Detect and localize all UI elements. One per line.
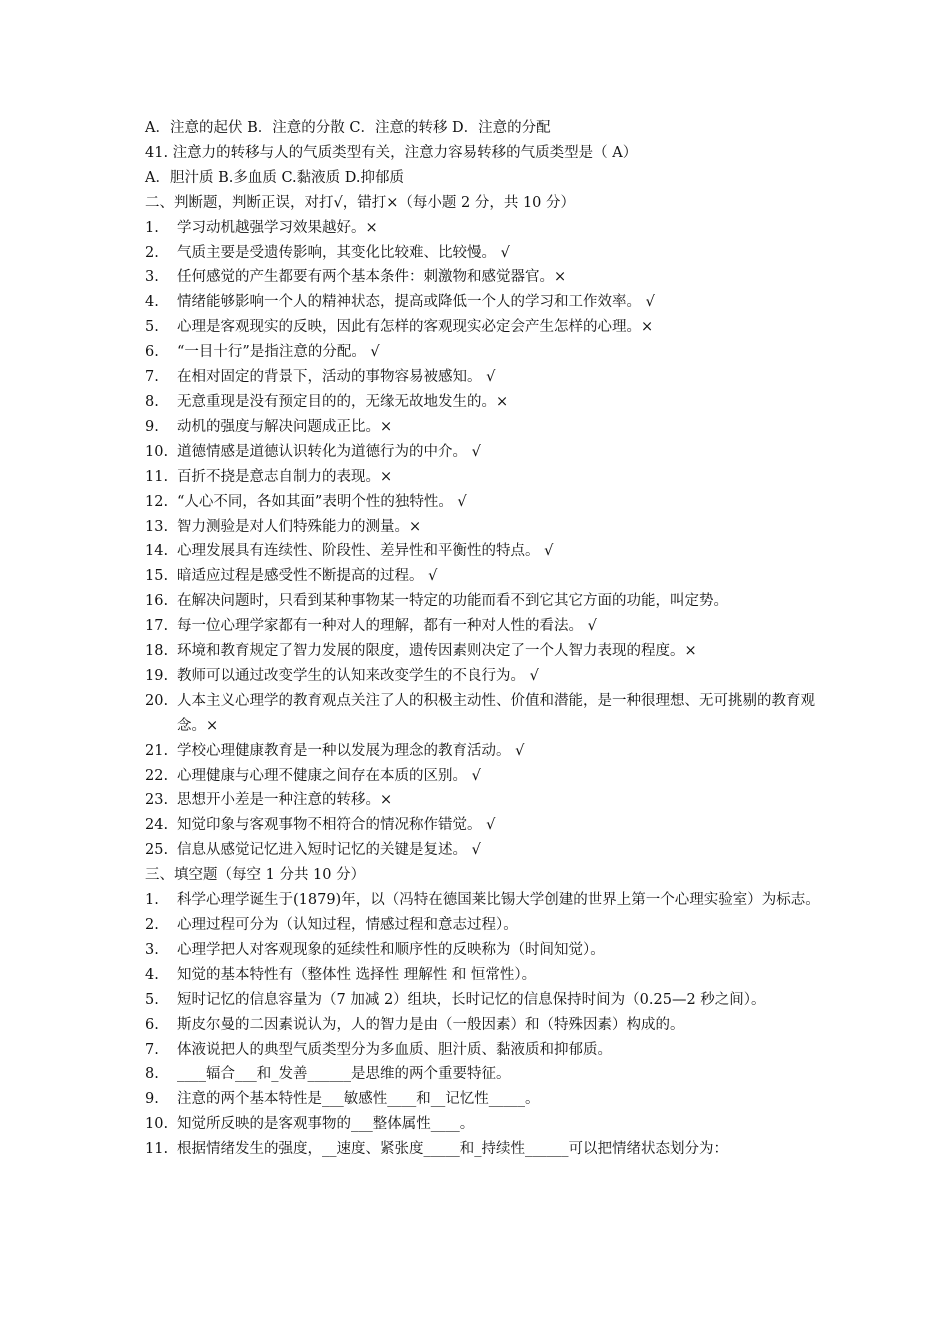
fill-blank-item [145,1087,825,1112]
item-number: 6. [145,344,159,361]
judgment-item [145,315,825,340]
item-number: 24. [145,817,169,834]
item-number: 7. [145,1041,159,1058]
judgment-item [145,265,825,290]
item-text: 知觉印象与客观事物不相符合的情况称作错觉。 √ [177,817,496,834]
item-text: 智力测验是对人们特殊能力的测量。× [177,518,422,535]
judgment-item [145,490,825,515]
item-text: 环境和教育规定了智力发展的限度，遗传因素则决定了一个人智力表现的程度。× [177,643,697,660]
item-number: 6. [145,1016,159,1033]
item-number: 18. [145,643,169,660]
fill-blank-item [145,888,825,913]
item-number: 16. [145,593,169,610]
judgment-item [145,614,825,639]
item-text: 心理发展具有连续性、阶段性、差异性和平衡性的特点。 √ [177,543,554,560]
item-number: 20. [145,692,169,709]
option-line: A．注意的起伏 B．注意的分散 C．注意的转移 D．注意的分配 [145,120,551,136]
item-number: 8. [145,1066,159,1083]
item-text: 任何感觉的产生都要有两个基本条件：刺激物和感觉器官。× [177,269,567,286]
page-content [145,116,825,1162]
item-number: 9. [145,418,159,435]
item-number: 7. [145,369,159,386]
item-text: ____辐合___和_发善______是思维的两个重要特征。 [177,1066,511,1083]
item-text: 百折不挠是意志自制力的表现。× [177,468,393,485]
judgment-item [145,838,825,863]
item-number: 12. [145,493,169,510]
fill-blank-item [145,988,825,1013]
item-number: 13. [145,518,169,535]
section-title-judgment: 二、判断题，判断正误，对打√，错打×（每小题 2 分，共 10 分） [145,194,575,211]
judgment-item [145,340,825,365]
item-text: 心理学把人对客观现象的延续性和顺序性的反映称为（时间知觉）。 [177,941,605,958]
judgment-item [145,216,825,241]
judgment-item [145,764,825,789]
item-number: 21. [145,742,169,759]
item-text: 科学心理学诞生于(1879)年，以（冯特在德国莱比锡大学创建的世界上第一个心理实验室）为标志。 [177,892,820,909]
item-text: 教师可以通过改变学生的认知来改变学生的不良行为。 √ [177,667,539,684]
fill-blank-item [145,1112,825,1137]
item-number: 2. [145,917,159,933]
judgment-item [145,788,825,813]
judgment-item [145,589,825,614]
item-text: “人心不同，各如其面”表明个性的独特性。 √ [177,493,467,510]
item-text: 心理健康与心理不健康之间存在本质的区别。 √ [177,767,481,784]
item-number: 1. [145,892,159,909]
fill-blank-item [145,913,825,938]
item-number: 10. [145,443,169,460]
option-line: A．胆汁质 B.多血质 C.黏液质 D.抑郁质 [145,169,404,186]
item-number: 4. [145,294,159,311]
fill-blank-item [145,1062,825,1087]
item-number: 3. [145,269,159,286]
item-number: 4. [145,966,159,983]
item-text: 暗适应过程是感受性不断提高的过程。 √ [177,568,438,585]
item-number: 8. [145,393,159,410]
fill-blank-item [145,938,825,963]
question-41: 41. 注意力的转移与人的气质类型有关，注意力容易转移的气质类型是（ A） [145,144,638,161]
item-number: 17. [145,618,169,635]
item-text: 心理是客观现实的反映，因此有怎样的客观现实必定会产生怎样的心理。× [177,319,654,336]
item-text: 心理过程可分为（认知过程，情感过程和意志过程）。 [177,917,518,933]
item-text: 在相对固定的背景下，活动的事物容易被感知。 √ [177,369,496,386]
item-text: 无意重现是没有预定目的的，无缘无故地发生的。× [177,393,509,410]
item-number: 19. [145,667,169,684]
item-number: 23. [145,792,169,809]
judgment-item [145,813,825,838]
item-text: “一目十行”是指注意的分配。 √ [177,344,380,361]
item-text: 情绪能够影响一个人的精神状态，提高或降低一个人的学习和工作效率。 √ [177,294,655,311]
judgment-item [145,539,825,564]
item-text: 短时记忆的信息容量为（7 加减 2）组块，长时记忆的信息保持时间为（0.25—2 秒之间）。 [177,991,766,1008]
judgment-item [145,639,825,664]
item-text: 体液说把人的典型气质类型分为多血质、胆汁质、黏液质和抑郁质。 [177,1041,612,1058]
item-text: 气质主要是受遗传影响，其变化比较难、比较慢。 √ [177,244,510,261]
item-text: 动机的强度与解决问题成正比。× [177,418,393,435]
item-number: 5. [145,991,159,1008]
judgment-item [145,465,825,490]
item-number: 9. [145,1091,159,1108]
judgment-item [145,739,825,764]
item-number: 15. [145,568,169,585]
item-text: 信息从感觉记忆进入短时记忆的关键是复述。 √ [177,842,481,859]
item-text: 知觉所反映的是客观事物的___整体属性____。 [177,1116,475,1133]
item-text: 根据情绪发生的强度，__速度、紧张度_____和_持续性______可以把情绪状态划分为： [177,1141,728,1158]
judgment-list [145,216,825,864]
judgment-item [145,290,825,315]
judgment-item [145,415,825,440]
item-number: 10. [145,1116,169,1133]
item-number: 11. [145,468,169,485]
item-text: 学校心理健康教育是一种以发展为理念的教育活动。 √ [177,742,525,759]
judgment-item [145,689,825,739]
fill-blank-item [145,1013,825,1038]
item-text: 知觉的基本特性有（整体性 选择性 理解性 和 恒常性）。 [177,966,537,983]
judgment-item [145,241,825,266]
judgment-item [145,390,825,415]
judgment-item [145,365,825,390]
item-text: 注意的两个基本特性是___敏感性____和__记忆性_____。 [177,1091,540,1108]
item-text: 在解决问题时，只看到某种事物某一特定的功能而看不到它其它方面的功能，叫定势。 [177,593,728,610]
fill-blank-item [145,1137,825,1162]
item-number: 22. [145,767,169,784]
fill-blank-item [145,963,825,988]
item-number: 1. [145,219,159,236]
item-text: 人本主义心理学的教育观点关注了人的积极主动性、价值和潜能，是一种很理想、无可挑剔的教育观念。× [177,692,815,734]
item-text: 学习动机越强学习效果越好。× [177,219,378,236]
item-number: 2. [145,244,159,261]
section-title-fill-blank: 三、填空题（每空 1 分共 10 分） [145,867,366,884]
item-number: 5. [145,319,159,336]
fill-blank-list [145,888,825,1162]
fill-blank-item [145,1038,825,1063]
item-text: 道德情感是道德认识转化为道德行为的中介。 √ [177,443,481,460]
item-number: 11. [145,1141,169,1158]
judgment-item [145,515,825,540]
judgment-item [145,564,825,589]
item-text: 斯皮尔曼的二因素说认为，人的智力是由（一般因素）和（特殊因素）构成的。 [177,1016,685,1033]
judgment-item [145,440,825,465]
item-text: 思想开小差是一种注意的转移。× [177,792,393,809]
item-number: 14. [145,543,169,560]
item-text: 每一位心理学家都有一种对人的理解，都有一种对人性的看法。 √ [177,618,597,635]
item-number: 3. [145,941,159,958]
item-number: 25. [145,842,169,859]
judgment-item [145,664,825,689]
